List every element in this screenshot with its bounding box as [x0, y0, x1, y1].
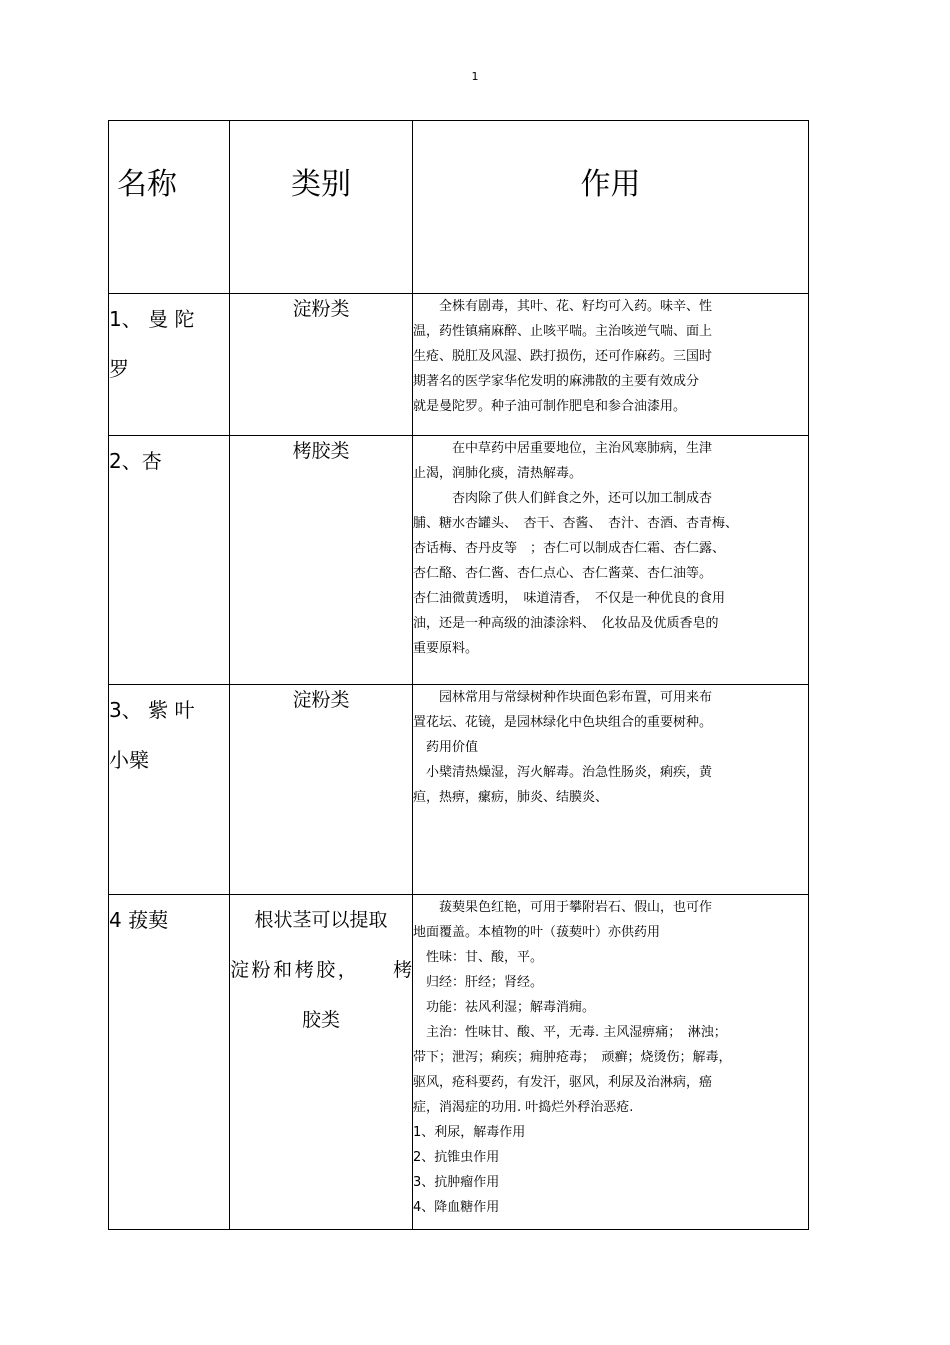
header-row — [109, 121, 809, 294]
effect-line: 重要原料。 — [413, 641, 479, 656]
effect-cell — [413, 436, 809, 685]
herb-name-cell — [109, 294, 230, 436]
effect-line: 带下；泄泻；痢疾；痈肿疮毒； 顽癣；烧烫伤；解毒， — [413, 1050, 732, 1065]
category-line: 淀粉和栲胶， 栲 — [230, 959, 412, 981]
effect-line: 疸，热痹，瘰疬，肺炎、结膜炎、 — [413, 790, 609, 805]
effect-line: 3、抗肿瘤作用 — [413, 1175, 500, 1190]
effect-line: 杏肉除了供人们鲜食之外，还可以加工制成杏 — [413, 491, 713, 506]
herb-name-cell — [109, 895, 230, 1230]
header-name: 名称 — [109, 121, 230, 294]
effect-line: 地面覆盖。本植物的叶（菝葜叶）亦供药用 — [413, 925, 661, 940]
herb-table — [108, 120, 809, 1230]
category-cell — [230, 895, 413, 1230]
effect-line: 置花坛、花镜，是园林绿化中色块组合的重要树种。 — [413, 715, 713, 730]
effect-line: 性味：甘、酸，平。 — [413, 950, 544, 965]
table-row — [109, 685, 809, 895]
page-number: 1 — [471, 70, 479, 83]
effect-line: 主治：性味甘、酸、平，无毒. 主风湿痹痛； 淋浊； — [413, 1025, 727, 1040]
category-cell: 淀粉类 — [230, 294, 413, 436]
herb-name-line: 4 菝葜 — [109, 908, 169, 932]
herb-name-cell — [109, 436, 230, 685]
effect-cell — [413, 685, 809, 895]
effect-line: 就是曼陀罗。种子油可制作肥皂和参合油漆用。 — [413, 399, 687, 414]
effect-line: 温，药性镇痛麻醉、止咳平喘。主治咳逆气喘、面上 — [413, 324, 713, 339]
category-line: 胶类 — [301, 1009, 340, 1031]
effect-line: 归经：肝经；肾经。 — [413, 975, 544, 990]
table-row — [109, 294, 809, 436]
effect-line: 症，消渴症的功用. 叶捣烂外稃治恶疮. — [413, 1100, 634, 1115]
header-effect: 作用 — [413, 121, 809, 294]
effect-line: 全株有剧毒，其叶、花、籽均可入药。味辛、性 — [413, 299, 713, 314]
effect-line: 杏仁酪、杏仁酱、杏仁点心、杏仁酱菜、杏仁油等。 — [413, 566, 713, 581]
effect-line: 药用价值 — [413, 740, 479, 755]
effect-line: 4、降血糖作用 — [413, 1200, 500, 1215]
effect-line: 2、抗锥虫作用 — [413, 1150, 500, 1165]
effect-line: 1、利尿，解毒作用 — [413, 1125, 526, 1140]
herb-name-line: 2、杏 — [109, 449, 162, 473]
effect-line: 杏话梅、杏丹皮等 ；杏仁可以制成杏仁霜、杏仁露、 — [413, 541, 726, 556]
herb-name-line: 小檗 — [109, 748, 149, 772]
effect-line: 小檗清热燥湿，泻火解毒。治急性肠炎，痢疾，黄 — [413, 765, 713, 780]
effect-line: 生疮、脱肛及风湿、跌打损伤，还可作麻药。三国时 — [413, 349, 713, 364]
category-cell: 淀粉类 — [230, 685, 413, 895]
table-row — [109, 436, 809, 685]
effect-line: 期著名的医学家华佗发明的麻沸散的主要有效成分 — [413, 374, 700, 389]
herb-name-line: 罗 — [109, 357, 129, 381]
table-row — [109, 895, 809, 1230]
category-cell: 栲胶类 — [230, 436, 413, 685]
effect-line: 油，还是一种高级的油漆涂料、 化妆品及优质香皂的 — [413, 616, 719, 631]
effect-line: 园林常用与常绿树种作块面色彩布置，可用来布 — [413, 690, 713, 705]
herb-name-line: 1、 曼 陀 — [109, 307, 195, 331]
effect-line: 脯、糖水杏罐头、 杏干、杏酱、 杏汁、杏酒、杏青梅、 — [413, 516, 739, 531]
effect-line: 菝葜果色红艳，可用于攀附岩石、假山，也可作 — [413, 900, 713, 915]
effect-line: 止渴，润肺化痰，清热解毒。 — [413, 466, 583, 481]
effect-line: 驱风，疮科要药，有发汗，驱风，利尿及治淋病，癌 — [413, 1075, 713, 1090]
effect-cell — [413, 294, 809, 436]
effect-line: 功能：祛风利湿；解毒消痈。 — [413, 1000, 596, 1015]
effect-line: 杏仁油微黄透明， 味道清香， 不仅是一种优良的食用 — [413, 591, 726, 606]
effect-cell — [413, 895, 809, 1230]
effect-line: 在中草药中居重要地位，主治风寒肺病，生津 — [413, 441, 713, 456]
herb-name-line: 3、 紫 叶 — [109, 698, 195, 722]
herb-name-cell — [109, 685, 230, 895]
category-line: 根状茎可以提取 — [254, 909, 388, 931]
header-category: 类别 — [230, 121, 413, 294]
